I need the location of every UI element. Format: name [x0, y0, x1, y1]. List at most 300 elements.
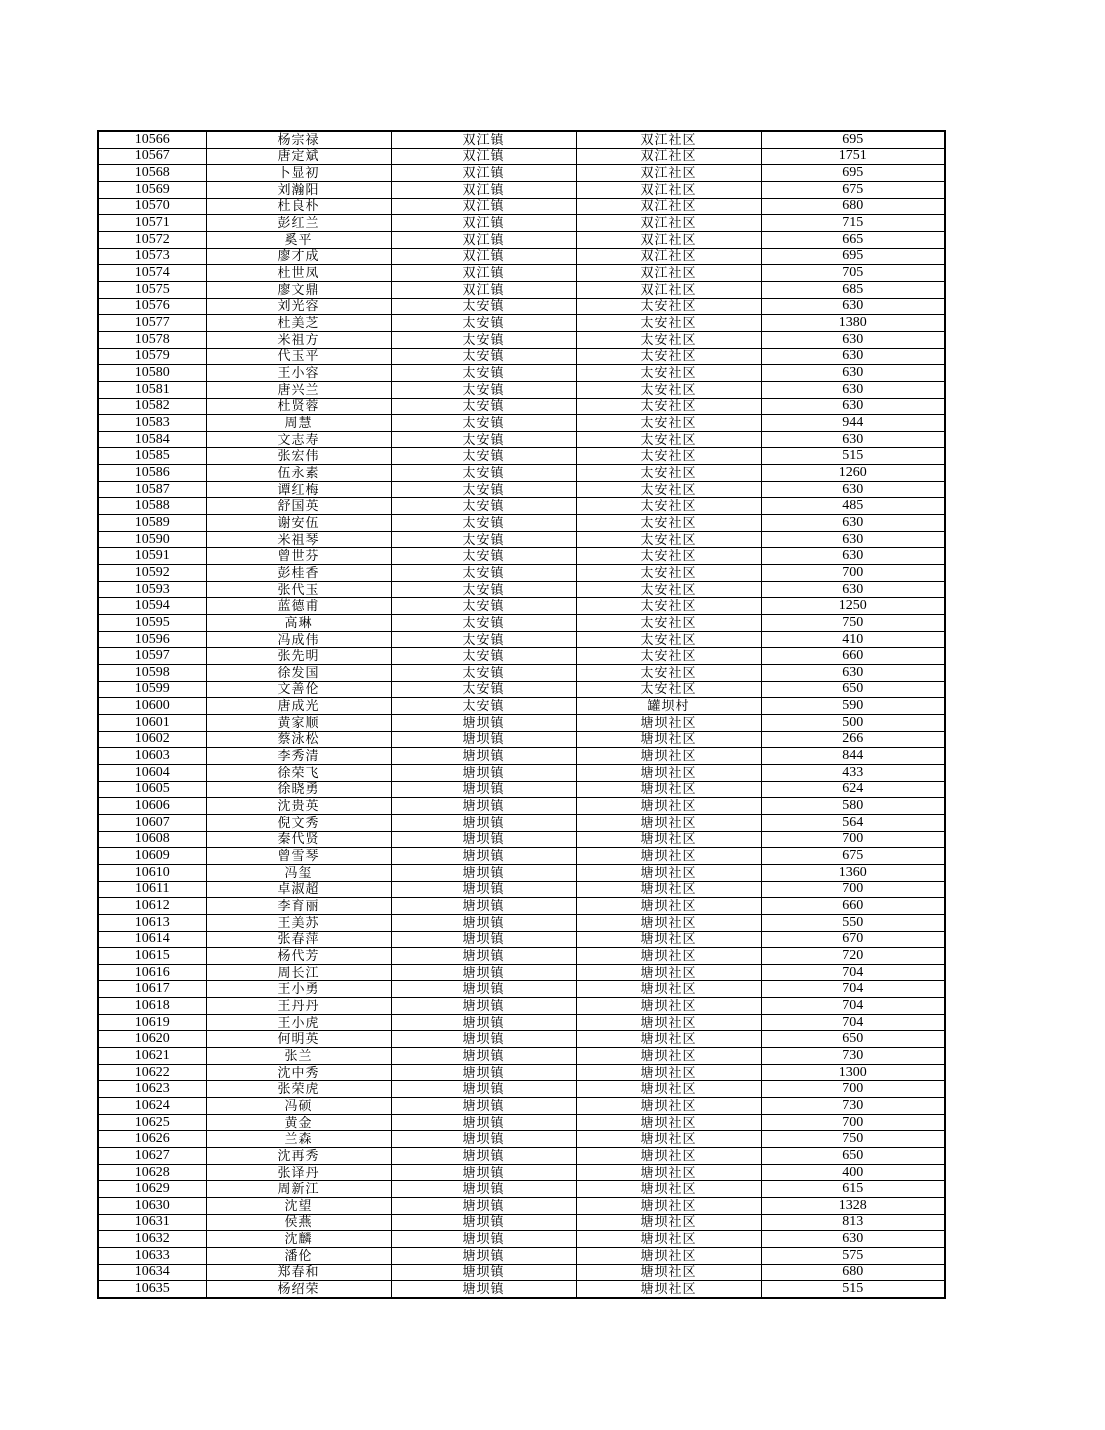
person-name-cell: 杨代芳 [206, 948, 391, 965]
person-name-cell: 王小容 [206, 365, 391, 382]
person-name-cell: 文善伦 [206, 681, 391, 698]
community-cell: 塘坝社区 [576, 1214, 761, 1231]
community-cell: 塘坝社区 [576, 781, 761, 798]
table-row [98, 1114, 945, 1131]
community-cell: 太安社区 [576, 315, 761, 332]
row-number-cell: 10634 [98, 1264, 206, 1281]
table-row [98, 415, 945, 432]
community-cell: 塘坝社区 [576, 914, 761, 931]
person-name-cell: 李秀清 [206, 748, 391, 765]
row-number-cell: 10583 [98, 415, 206, 432]
amount-cell: 630 [761, 365, 945, 382]
row-number-cell: 10605 [98, 781, 206, 798]
table-row [98, 515, 945, 532]
community-cell: 塘坝社区 [576, 998, 761, 1015]
row-number-cell: 10602 [98, 731, 206, 748]
community-cell: 塘坝社区 [576, 1114, 761, 1131]
person-name-cell: 代玉平 [206, 348, 391, 365]
town-cell: 塘坝镇 [391, 1064, 576, 1081]
amount-cell: 700 [761, 881, 945, 898]
row-number-cell: 10610 [98, 864, 206, 881]
person-name-cell: 王美苏 [206, 914, 391, 931]
town-cell: 塘坝镇 [391, 1214, 576, 1231]
person-name-cell: 张先明 [206, 648, 391, 665]
town-cell: 太安镇 [391, 681, 576, 698]
row-number-cell: 10601 [98, 714, 206, 731]
amount-cell: 695 [761, 248, 945, 265]
row-number-cell: 10603 [98, 748, 206, 765]
community-cell: 塘坝社区 [576, 881, 761, 898]
town-cell: 双江镇 [391, 181, 576, 198]
amount-cell: 675 [761, 181, 945, 198]
person-name-cell: 彭红兰 [206, 215, 391, 232]
amount-cell: 660 [761, 648, 945, 665]
table-body [98, 131, 945, 1298]
town-cell: 太安镇 [391, 581, 576, 598]
table-row [98, 748, 945, 765]
community-cell: 塘坝社区 [576, 814, 761, 831]
amount-cell: 670 [761, 931, 945, 948]
row-number-cell: 10630 [98, 1198, 206, 1215]
row-number-cell: 10595 [98, 615, 206, 632]
table-row [98, 964, 945, 981]
person-name-cell: 兰森 [206, 1131, 391, 1148]
amount-cell: 410 [761, 631, 945, 648]
table-row [98, 1081, 945, 1098]
community-cell: 太安社区 [576, 365, 761, 382]
amount-cell: 630 [761, 431, 945, 448]
row-number-cell: 10576 [98, 298, 206, 315]
amount-cell: 720 [761, 948, 945, 965]
town-cell: 塘坝镇 [391, 831, 576, 848]
table-row [98, 781, 945, 798]
town-cell: 双江镇 [391, 198, 576, 215]
town-cell: 塘坝镇 [391, 1114, 576, 1131]
town-cell: 太安镇 [391, 331, 576, 348]
community-cell: 太安社区 [576, 665, 761, 682]
person-name-cell: 杜美芝 [206, 315, 391, 332]
town-cell: 塘坝镇 [391, 1131, 576, 1148]
row-number-cell: 10581 [98, 381, 206, 398]
town-cell: 太安镇 [391, 665, 576, 682]
row-number-cell: 10622 [98, 1064, 206, 1081]
amount-cell: 1250 [761, 598, 945, 615]
table-row [98, 864, 945, 881]
town-cell: 双江镇 [391, 165, 576, 182]
person-name-cell: 郑春和 [206, 1264, 391, 1281]
table-row [98, 548, 945, 565]
table-row [98, 1148, 945, 1165]
table-row [98, 131, 945, 148]
amount-cell: 550 [761, 914, 945, 931]
table-row [98, 315, 945, 332]
town-cell: 塘坝镇 [391, 1281, 576, 1298]
row-number-cell: 10591 [98, 548, 206, 565]
table-row [98, 1098, 945, 1115]
town-cell: 塘坝镇 [391, 998, 576, 1015]
person-name-cell: 廖文鼎 [206, 281, 391, 298]
amount-cell: 1751 [761, 148, 945, 165]
table-row [98, 848, 945, 865]
town-cell: 塘坝镇 [391, 748, 576, 765]
row-number-cell: 10590 [98, 531, 206, 548]
amount-cell: 695 [761, 165, 945, 182]
person-name-cell: 潘伦 [206, 1247, 391, 1264]
town-cell: 塘坝镇 [391, 1148, 576, 1165]
amount-cell: 590 [761, 698, 945, 715]
person-name-cell: 彭桂香 [206, 565, 391, 582]
person-name-cell: 倪文秀 [206, 814, 391, 831]
amount-cell: 650 [761, 1148, 945, 1165]
community-cell: 塘坝社区 [576, 1181, 761, 1198]
town-cell: 太安镇 [391, 565, 576, 582]
row-number-cell: 10629 [98, 1181, 206, 1198]
town-cell: 太安镇 [391, 348, 576, 365]
table-row [98, 1264, 945, 1281]
community-cell: 塘坝社区 [576, 931, 761, 948]
person-name-cell: 蓝德甫 [206, 598, 391, 615]
amount-cell: 630 [761, 481, 945, 498]
town-cell: 塘坝镇 [391, 1014, 576, 1031]
person-name-cell: 刘瀚阳 [206, 181, 391, 198]
town-cell: 塘坝镇 [391, 948, 576, 965]
town-cell: 太安镇 [391, 398, 576, 415]
row-number-cell: 10593 [98, 581, 206, 598]
town-cell: 塘坝镇 [391, 931, 576, 948]
row-number-cell: 10588 [98, 498, 206, 515]
community-cell: 双江社区 [576, 181, 761, 198]
town-cell: 塘坝镇 [391, 731, 576, 748]
table-row [98, 1131, 945, 1148]
community-cell: 塘坝社区 [576, 948, 761, 965]
row-number-cell: 10604 [98, 764, 206, 781]
row-number-cell: 10598 [98, 665, 206, 682]
table-row [98, 931, 945, 948]
row-number-cell: 10619 [98, 1014, 206, 1031]
community-cell: 塘坝社区 [576, 898, 761, 915]
community-cell: 塘坝社区 [576, 1048, 761, 1065]
person-name-cell: 黄家顺 [206, 714, 391, 731]
amount-cell: 500 [761, 714, 945, 731]
town-cell: 双江镇 [391, 215, 576, 232]
row-number-cell: 10580 [98, 365, 206, 382]
person-name-cell: 何明英 [206, 1031, 391, 1048]
person-name-cell: 冯硕 [206, 1098, 391, 1115]
row-number-cell: 10628 [98, 1164, 206, 1181]
community-cell: 太安社区 [576, 398, 761, 415]
community-cell: 双江社区 [576, 248, 761, 265]
table-row [98, 181, 945, 198]
amount-cell: 564 [761, 814, 945, 831]
community-cell: 太安社区 [576, 348, 761, 365]
town-cell: 太安镇 [391, 448, 576, 465]
table-row [98, 498, 945, 515]
amount-cell: 630 [761, 331, 945, 348]
amount-cell: 515 [761, 1281, 945, 1298]
table-row [98, 1247, 945, 1264]
community-cell: 太安社区 [576, 548, 761, 565]
person-name-cell: 张荣虎 [206, 1081, 391, 1098]
town-cell: 塘坝镇 [391, 1164, 576, 1181]
town-cell: 塘坝镇 [391, 1247, 576, 1264]
row-number-cell: 10575 [98, 281, 206, 298]
amount-cell: 630 [761, 398, 945, 415]
person-name-cell: 蔡泳松 [206, 731, 391, 748]
row-number-cell: 10597 [98, 648, 206, 665]
person-name-cell: 杨绍荣 [206, 1281, 391, 1298]
town-cell: 双江镇 [391, 265, 576, 282]
table-row [98, 198, 945, 215]
community-cell: 塘坝社区 [576, 1164, 761, 1181]
row-number-cell: 10617 [98, 981, 206, 998]
person-name-cell: 张宏伟 [206, 448, 391, 465]
community-cell: 太安社区 [576, 565, 761, 582]
row-number-cell: 10586 [98, 465, 206, 482]
amount-cell: 700 [761, 1081, 945, 1098]
community-cell: 太安社区 [576, 581, 761, 598]
table-row [98, 731, 945, 748]
row-number-cell: 10609 [98, 848, 206, 865]
amount-cell: 580 [761, 798, 945, 815]
community-cell: 塘坝社区 [576, 1264, 761, 1281]
town-cell: 塘坝镇 [391, 898, 576, 915]
person-name-cell: 唐定斌 [206, 148, 391, 165]
community-cell: 太安社区 [576, 681, 761, 698]
person-name-cell: 高琳 [206, 615, 391, 632]
community-cell: 太安社区 [576, 515, 761, 532]
person-name-cell: 杨宗禄 [206, 131, 391, 148]
town-cell: 塘坝镇 [391, 714, 576, 731]
table-row [98, 831, 945, 848]
community-cell: 太安社区 [576, 598, 761, 615]
town-cell: 太安镇 [391, 531, 576, 548]
table-row [98, 398, 945, 415]
amount-cell: 433 [761, 764, 945, 781]
town-cell: 太安镇 [391, 698, 576, 715]
amount-cell: 730 [761, 1098, 945, 1115]
amount-cell: 630 [761, 515, 945, 532]
table-row [98, 1064, 945, 1081]
person-name-cell: 曾世芬 [206, 548, 391, 565]
amount-cell: 630 [761, 665, 945, 682]
table-row [98, 581, 945, 598]
table-row [98, 231, 945, 248]
table-row [98, 298, 945, 315]
row-number-cell: 10585 [98, 448, 206, 465]
community-cell: 双江社区 [576, 131, 761, 148]
table-row [98, 648, 945, 665]
table-row [98, 814, 945, 831]
amount-cell: 685 [761, 281, 945, 298]
amount-cell: 630 [761, 348, 945, 365]
community-cell: 塘坝社区 [576, 1281, 761, 1298]
community-cell: 太安社区 [576, 431, 761, 448]
community-cell: 双江社区 [576, 148, 761, 165]
person-name-cell: 奚平 [206, 231, 391, 248]
row-number-cell: 10571 [98, 215, 206, 232]
amount-cell: 485 [761, 498, 945, 515]
row-number-cell: 10613 [98, 914, 206, 931]
person-name-cell: 张春萍 [206, 931, 391, 948]
amount-cell: 1260 [761, 465, 945, 482]
person-name-cell: 周慧 [206, 415, 391, 432]
row-number-cell: 10614 [98, 931, 206, 948]
community-cell: 双江社区 [576, 165, 761, 182]
table-row [98, 215, 945, 232]
community-cell: 塘坝社区 [576, 1247, 761, 1264]
person-name-cell: 冯成伟 [206, 631, 391, 648]
amount-cell: 1300 [761, 1064, 945, 1081]
table-row [98, 348, 945, 365]
community-cell: 塘坝社区 [576, 748, 761, 765]
amount-cell: 1360 [761, 864, 945, 881]
table-row [98, 598, 945, 615]
table-row [98, 448, 945, 465]
row-number-cell: 10625 [98, 1114, 206, 1131]
community-cell: 塘坝社区 [576, 848, 761, 865]
person-name-cell: 秦代贤 [206, 831, 391, 848]
row-number-cell: 10606 [98, 798, 206, 815]
table-row [98, 898, 945, 915]
community-cell: 太安社区 [576, 498, 761, 515]
town-cell: 塘坝镇 [391, 981, 576, 998]
person-name-cell: 文志寿 [206, 431, 391, 448]
person-name-cell: 王小虎 [206, 1014, 391, 1031]
amount-cell: 680 [761, 198, 945, 215]
person-name-cell: 杜良朴 [206, 198, 391, 215]
town-cell: 塘坝镇 [391, 1031, 576, 1048]
row-number-cell: 10624 [98, 1098, 206, 1115]
person-name-cell: 唐成光 [206, 698, 391, 715]
town-cell: 塘坝镇 [391, 798, 576, 815]
table-row [98, 381, 945, 398]
table-row [98, 681, 945, 698]
table-row [98, 631, 945, 648]
table-row [98, 565, 945, 582]
town-cell: 塘坝镇 [391, 914, 576, 931]
data-table [97, 130, 946, 1299]
person-name-cell: 张代玉 [206, 581, 391, 598]
row-number-cell: 10620 [98, 1031, 206, 1048]
table-row [98, 365, 945, 382]
person-name-cell: 伍永素 [206, 465, 391, 482]
community-cell: 塘坝社区 [576, 764, 761, 781]
town-cell: 太安镇 [391, 381, 576, 398]
amount-cell: 400 [761, 1164, 945, 1181]
table-row [98, 1231, 945, 1248]
community-cell: 太安社区 [576, 331, 761, 348]
row-number-cell: 10631 [98, 1214, 206, 1231]
table-row [98, 914, 945, 931]
amount-cell: 630 [761, 581, 945, 598]
amount-cell: 704 [761, 1014, 945, 1031]
table-row [98, 981, 945, 998]
row-number-cell: 10582 [98, 398, 206, 415]
table-row [98, 148, 945, 165]
town-cell: 塘坝镇 [391, 881, 576, 898]
person-name-cell: 沈望 [206, 1198, 391, 1215]
amount-cell: 700 [761, 1114, 945, 1131]
person-name-cell: 徐晓勇 [206, 781, 391, 798]
town-cell: 太安镇 [391, 548, 576, 565]
amount-cell: 515 [761, 448, 945, 465]
person-name-cell: 谢安伍 [206, 515, 391, 532]
row-number-cell: 10611 [98, 881, 206, 898]
row-number-cell: 10567 [98, 148, 206, 165]
amount-cell: 266 [761, 731, 945, 748]
community-cell: 太安社区 [576, 448, 761, 465]
town-cell: 塘坝镇 [391, 781, 576, 798]
amount-cell: 700 [761, 565, 945, 582]
row-number-cell: 10569 [98, 181, 206, 198]
row-number-cell: 10570 [98, 198, 206, 215]
table-row [98, 265, 945, 282]
row-number-cell: 10577 [98, 315, 206, 332]
amount-cell: 704 [761, 998, 945, 1015]
table-row [98, 948, 945, 965]
amount-cell: 704 [761, 981, 945, 998]
town-cell: 太安镇 [391, 631, 576, 648]
amount-cell: 700 [761, 831, 945, 848]
table-row [98, 331, 945, 348]
town-cell: 太安镇 [391, 648, 576, 665]
town-cell: 塘坝镇 [391, 964, 576, 981]
table-row [98, 165, 945, 182]
person-name-cell: 唐兴兰 [206, 381, 391, 398]
town-cell: 塘坝镇 [391, 1048, 576, 1065]
town-cell: 太安镇 [391, 598, 576, 615]
town-cell: 太安镇 [391, 431, 576, 448]
row-number-cell: 10607 [98, 814, 206, 831]
town-cell: 塘坝镇 [391, 1081, 576, 1098]
community-cell: 塘坝社区 [576, 1098, 761, 1115]
row-number-cell: 10612 [98, 898, 206, 915]
row-number-cell: 10632 [98, 1231, 206, 1248]
amount-cell: 630 [761, 381, 945, 398]
town-cell: 太安镇 [391, 615, 576, 632]
table-row [98, 1181, 945, 1198]
person-name-cell: 沈中秀 [206, 1064, 391, 1081]
amount-cell: 665 [761, 231, 945, 248]
town-cell: 塘坝镇 [391, 764, 576, 781]
person-name-cell: 侯燕 [206, 1214, 391, 1231]
amount-cell: 675 [761, 848, 945, 865]
town-cell: 双江镇 [391, 248, 576, 265]
table-row [98, 1214, 945, 1231]
person-name-cell: 沈麟 [206, 1231, 391, 1248]
table-row [98, 881, 945, 898]
row-number-cell: 10574 [98, 265, 206, 282]
amount-cell: 660 [761, 898, 945, 915]
amount-cell: 650 [761, 681, 945, 698]
amount-cell: 813 [761, 1214, 945, 1231]
town-cell: 塘坝镇 [391, 864, 576, 881]
town-cell: 双江镇 [391, 131, 576, 148]
town-cell: 双江镇 [391, 231, 576, 248]
community-cell: 双江社区 [576, 215, 761, 232]
table-row [98, 714, 945, 731]
person-name-cell: 刘光容 [206, 298, 391, 315]
town-cell: 太安镇 [391, 365, 576, 382]
table-row [98, 1164, 945, 1181]
table-row [98, 431, 945, 448]
person-name-cell: 黄金 [206, 1114, 391, 1131]
table-row [98, 798, 945, 815]
row-number-cell: 10594 [98, 598, 206, 615]
amount-cell: 630 [761, 548, 945, 565]
town-cell: 太安镇 [391, 298, 576, 315]
table-row [98, 698, 945, 715]
